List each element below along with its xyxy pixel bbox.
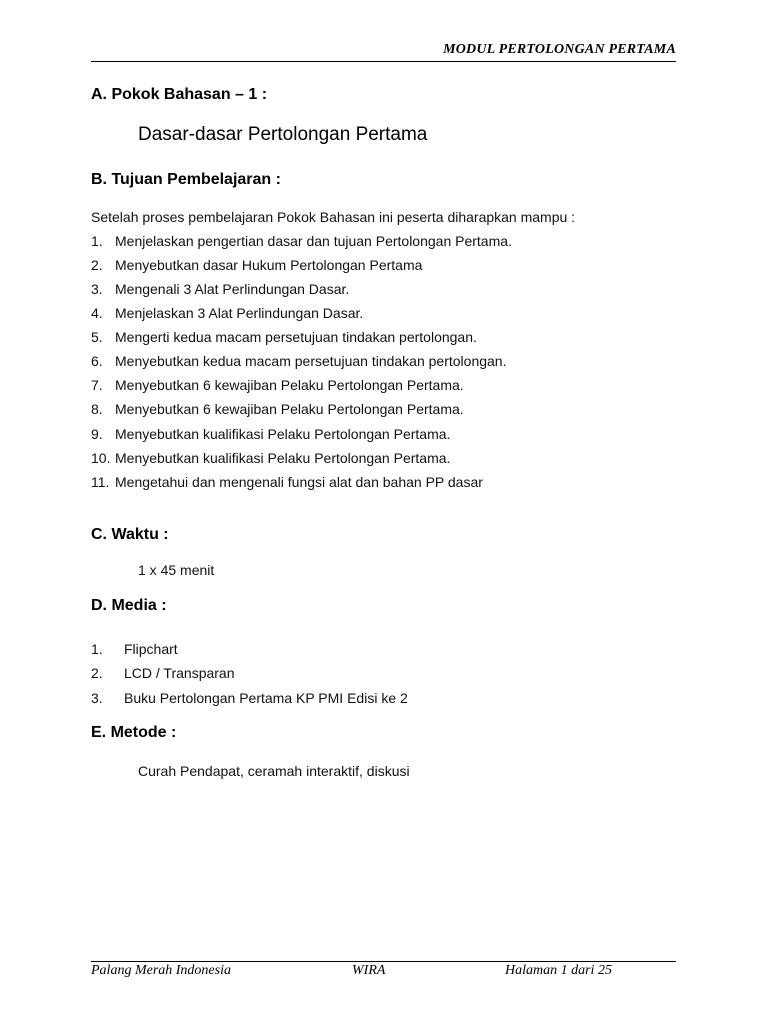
objective-text: Mengenali 3 Alat Perlindungan Dasar. xyxy=(115,281,350,297)
topic-title: Dasar-dasar Pertolongan Pertama xyxy=(138,124,428,145)
section-d-heading: D. Media : xyxy=(91,597,167,614)
media-text: Buku Pertolongan Pertama KP PMI Edisi ke 2 xyxy=(124,690,408,706)
media-number: 3. xyxy=(91,690,103,706)
objective-text: Menjelaskan pengertian dasar dan tujuan Pertolongan Pertama. xyxy=(115,233,512,249)
objective-text: Mengerti kedua macam persetujuan tindakan pertolongan. xyxy=(115,329,477,345)
objective-text: Menyebutkan 6 kewajiban Pelaku Pertolongan Pertama. xyxy=(115,401,464,417)
header-rule xyxy=(91,61,676,62)
method-value: Curah Pendapat, ceramah interaktif, diskusi xyxy=(138,763,410,779)
footer-level: WIRA xyxy=(352,963,386,978)
objective-text: Menyebutkan 6 kewajiban Pelaku Pertolongan Pertama. xyxy=(115,377,464,393)
objective-number: 4. xyxy=(91,305,103,321)
media-text: Flipchart xyxy=(124,641,178,657)
objective-number: 1. xyxy=(91,233,103,249)
objective-text: Menyebutkan kedua macam persetujuan tindakan pertolongan. xyxy=(115,353,507,369)
objective-text: Menyebutkan dasar Hukum Pertolongan Pertama xyxy=(115,257,423,273)
objective-number: 11. xyxy=(91,474,110,490)
section-c-heading: C. Waktu : xyxy=(91,526,169,543)
section-e-heading: E. Metode : xyxy=(91,724,177,741)
objective-number: 2. xyxy=(91,257,103,273)
section-b-heading: B. Tujuan Pembelajaran : xyxy=(91,171,281,188)
objectives-intro: Setelah proses pembelajaran Pokok Bahasan ini peserta diharapkan mampu : xyxy=(91,209,576,225)
objective-number: 10. xyxy=(91,450,111,466)
objective-text: Menyebutkan kualifikasi Pelaku Pertolongan Pertama. xyxy=(115,450,451,466)
duration-value: 1 x 45 menit xyxy=(138,562,215,578)
media-number: 2. xyxy=(91,665,103,681)
section-a-heading: A. Pokok Bahasan – 1 : xyxy=(91,86,268,103)
media-text: LCD / Transparan xyxy=(124,665,235,681)
running-header: MODUL PERTOLONGAN PERTAMA xyxy=(443,42,676,57)
objective-number: 6. xyxy=(91,353,103,369)
objective-number: 8. xyxy=(91,401,103,417)
footer-rule xyxy=(91,961,676,962)
objective-number: 9. xyxy=(91,426,103,442)
objective-text: Menyebutkan kualifikasi Pelaku Pertolongan Pertama. xyxy=(115,426,451,442)
objective-number: 3. xyxy=(91,281,103,297)
media-number: 1. xyxy=(91,641,103,657)
footer-page-number: Halaman 1 dari 25 xyxy=(505,963,612,978)
objective-number: 5. xyxy=(91,329,103,345)
objective-number: 7. xyxy=(91,377,103,393)
objective-text: Menjelaskan 3 Alat Perlindungan Dasar. xyxy=(115,305,364,321)
footer-organization: Palang Merah Indonesia xyxy=(91,963,231,978)
objective-text: Mengetahui dan mengenali fungsi alat dan bahan PP dasar xyxy=(115,474,483,490)
